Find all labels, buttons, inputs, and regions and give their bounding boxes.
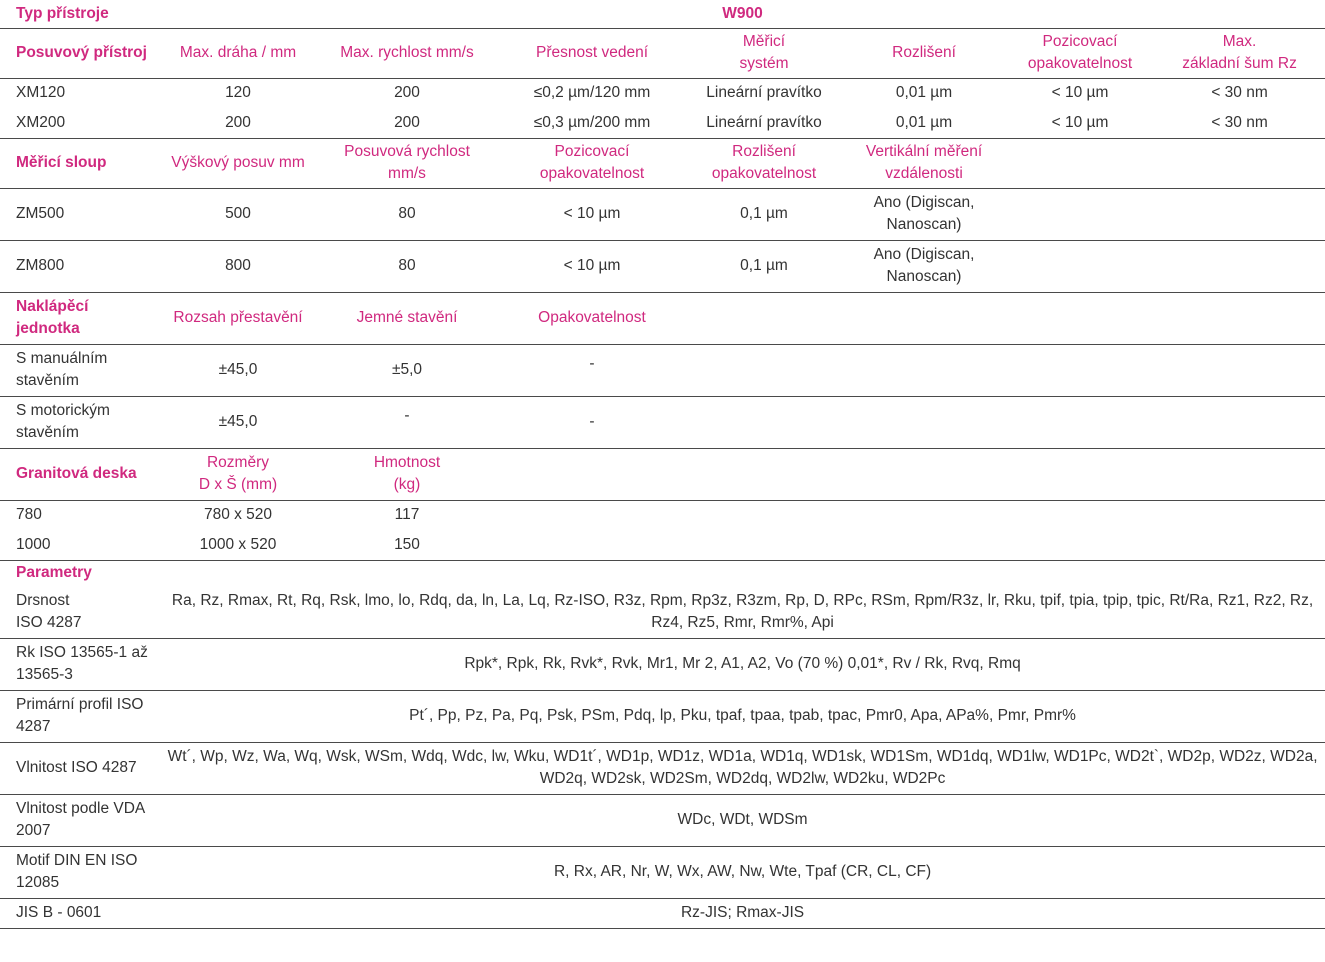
- table-cell: 780: [16, 506, 42, 524]
- granite-title: Granitová deska: [16, 465, 137, 482]
- table-cell: ±5,0: [391, 361, 423, 378]
- table-cell: 117: [394, 506, 420, 524]
- traverse-header: Pozicovací opakovatelnost: [1027, 33, 1133, 72]
- device-type-row: [0, 0, 1325, 28]
- table-cell: ZM800: [16, 257, 65, 274]
- granite-header: Hmotnost (kg): [373, 454, 441, 493]
- table-row: [0, 690, 1325, 742]
- table-cell: Ra, Rz, Rmax, Rt, Rq, Rsk, lmo, lo, Rdq, da, ln, La, Lq, Rz-ISO, R3z, Rpm, Rp3z, R3zm, Rp, D, RPc, RSm, Rpm/R3z, lr, Rku, tpif, tpia, tpip, tpic, Rt/Ra, Rz1, Rz2, Rz, Rz4, Rz5, Rmr, Rmr%, Api: [171, 591, 1314, 631]
- column-header: Výškový posuv mm: [171, 154, 305, 171]
- table-cell: < 10 µm: [1051, 113, 1109, 131]
- table-cell: ≤0,2 µm/120 mm: [533, 84, 651, 102]
- table-cell: Pt´, Pp, Pz, Pa, Pq, Psk, PSm, Pdq, lp, Pku, tpaf, tpaa, tpab, tpac, Pmr0, Apa, APa%, Pmr, Pmr%: [409, 707, 1076, 724]
- table-cell: 80: [398, 257, 416, 274]
- table-cell: 1000: [16, 535, 51, 553]
- table-cell: 80: [398, 205, 416, 222]
- table-cell: XM200: [16, 113, 66, 131]
- table-cell: 780 x 520: [203, 506, 273, 524]
- table-cell: 800: [225, 257, 251, 274]
- table-cell: ±45,0: [218, 413, 258, 430]
- table-row: [0, 898, 1325, 928]
- table-cell: 500: [225, 205, 251, 222]
- traverse-header: Přesnost vedení: [535, 44, 648, 61]
- traverse-header: Max. dráha / mm: [179, 44, 297, 61]
- granite-header-row: [0, 448, 1325, 500]
- table-cell: Motif DIN EN ISO 12085: [16, 852, 138, 891]
- table-row: [0, 78, 1325, 108]
- table-cell: -: [589, 354, 595, 372]
- table-cell: Drsnost ISO 4287: [16, 591, 82, 631]
- table-cell: JIS B - 0601: [16, 904, 102, 921]
- table-cell: 0,01 µm: [895, 113, 953, 131]
- table-row: [0, 396, 1325, 448]
- table-row: [0, 638, 1325, 690]
- table-cell: < 10 µm: [1051, 84, 1109, 102]
- table-row: [0, 108, 1325, 138]
- traverse-title: Posuvový přístroj: [16, 44, 147, 61]
- table-cell: Ano (Digiscan, Nanoscan): [873, 246, 975, 285]
- traverse-header: Měřicí systém: [739, 33, 789, 72]
- tilt-header: Opakovatelnost: [538, 309, 646, 326]
- column-header: Posuvová rychlost mm/s: [344, 143, 470, 182]
- column-header: Pozicovací opakovatelnost: [539, 143, 645, 182]
- column-header: Rozlišení opakovatelnost: [711, 143, 817, 182]
- parameters-header-row: [0, 560, 1325, 586]
- table-cell: Rz-JIS; Rmax-JIS: [680, 904, 805, 921]
- table-row: [0, 530, 1325, 560]
- traverse-header: Rozlišení: [892, 44, 956, 61]
- table-cell: S manuálním stavěním: [16, 350, 108, 389]
- table-cell: Vlnitost ISO 4287: [16, 759, 137, 776]
- table-cell: R, Rx, AR, Nr, W, Wx, AW, Nw, Wte, Tpaf (CR, CL, CF): [553, 863, 932, 880]
- table-cell: Rpk*, Rpk, Rk, Rvk*, Rvk, Mr1, Mr 2, A1, A2, Vo (70 %) 0,01*, Rv / Rk, Rvq, Rmq: [464, 655, 1021, 672]
- traverse-header: Max. základní šum Rz: [1182, 33, 1297, 72]
- table-row: [0, 344, 1325, 396]
- table-row: [0, 586, 1325, 638]
- table-cell: XM120: [16, 84, 66, 102]
- tilt-title: Naklápěcí jednotka: [16, 298, 89, 337]
- traverse-header: Max. rychlost mm/s: [340, 44, 474, 61]
- table-cell: 200: [394, 84, 420, 102]
- table-cell: Ano (Digiscan, Nanoscan): [873, 194, 975, 233]
- table-cell: -: [404, 406, 410, 424]
- table-cell: Vlnitost podle VDA 2007: [16, 800, 146, 839]
- table-row: [0, 188, 1325, 240]
- table-row: [0, 500, 1325, 530]
- table-cell: 150: [394, 535, 420, 553]
- tilt-header: Jemné stavění: [356, 309, 458, 326]
- column-title: Měřicí sloup: [16, 154, 107, 171]
- table-cell: < 10 µm: [563, 205, 621, 222]
- table-row: [0, 846, 1325, 898]
- table-cell: ZM500: [16, 205, 65, 222]
- parameters-title: Parametry: [16, 564, 92, 582]
- column-header-row: [0, 138, 1325, 188]
- table-cell: ≤0,3 µm/200 mm: [533, 113, 651, 131]
- table-row: [0, 240, 1325, 292]
- table-cell: Rk ISO 13565-1 až 13565-3: [16, 644, 148, 683]
- granite-header: Rozměry D x Š (mm): [198, 454, 278, 493]
- table-cell: 200: [225, 113, 251, 131]
- table-cell: Lineární pravítko: [706, 84, 822, 102]
- table-cell: Wt´, Wp, Wz, Wa, Wq, Wsk, WSm, Wdq, Wdc, lw, Wku, WD1t´, WD1p, WD1z, WD1a, WD1q, WD1sk, WD1Sm, WD1dq, WD1lw, WD1Pc, WD2t`, WD2p, WD2z, WD2a, WD2q, WD2sk, WD2Sm, WD2dq, WD2lw, WD2ku, WD2Pc: [167, 748, 1318, 787]
- table-cell: 0,01 µm: [895, 84, 953, 102]
- table-cell: Lineární pravítko: [706, 113, 822, 131]
- tilt-header: Rozsah přestavění: [173, 309, 303, 326]
- table-cell: 200: [394, 113, 420, 131]
- table-cell: < 30 nm: [1211, 84, 1268, 102]
- tilt-header-row: [0, 292, 1325, 344]
- column-header: Vertikální měření vzdálenosti: [865, 143, 983, 182]
- table-cell: < 30 nm: [1211, 113, 1268, 131]
- table-row: [0, 742, 1325, 794]
- device-type-label: Typ přístroje: [16, 4, 109, 22]
- traverse-header-row: [0, 28, 1325, 78]
- device-type-value: W900: [722, 4, 763, 22]
- table-cell: Primární profil ISO 4287: [16, 696, 144, 735]
- table-cell: 1000 x 520: [199, 535, 277, 553]
- table-cell: 0,1 µm: [740, 205, 788, 222]
- table-row: [0, 794, 1325, 846]
- table-cell: ±45,0: [218, 361, 258, 378]
- table-cell: 0,1 µm: [740, 257, 788, 274]
- table-cell: S motorickým stavěním: [16, 402, 110, 441]
- table-cell: 120: [225, 84, 251, 102]
- table-cell: -: [589, 413, 595, 430]
- table-cell: < 10 µm: [563, 257, 621, 274]
- table-cell: WDc, WDt, WDSm: [677, 811, 808, 828]
